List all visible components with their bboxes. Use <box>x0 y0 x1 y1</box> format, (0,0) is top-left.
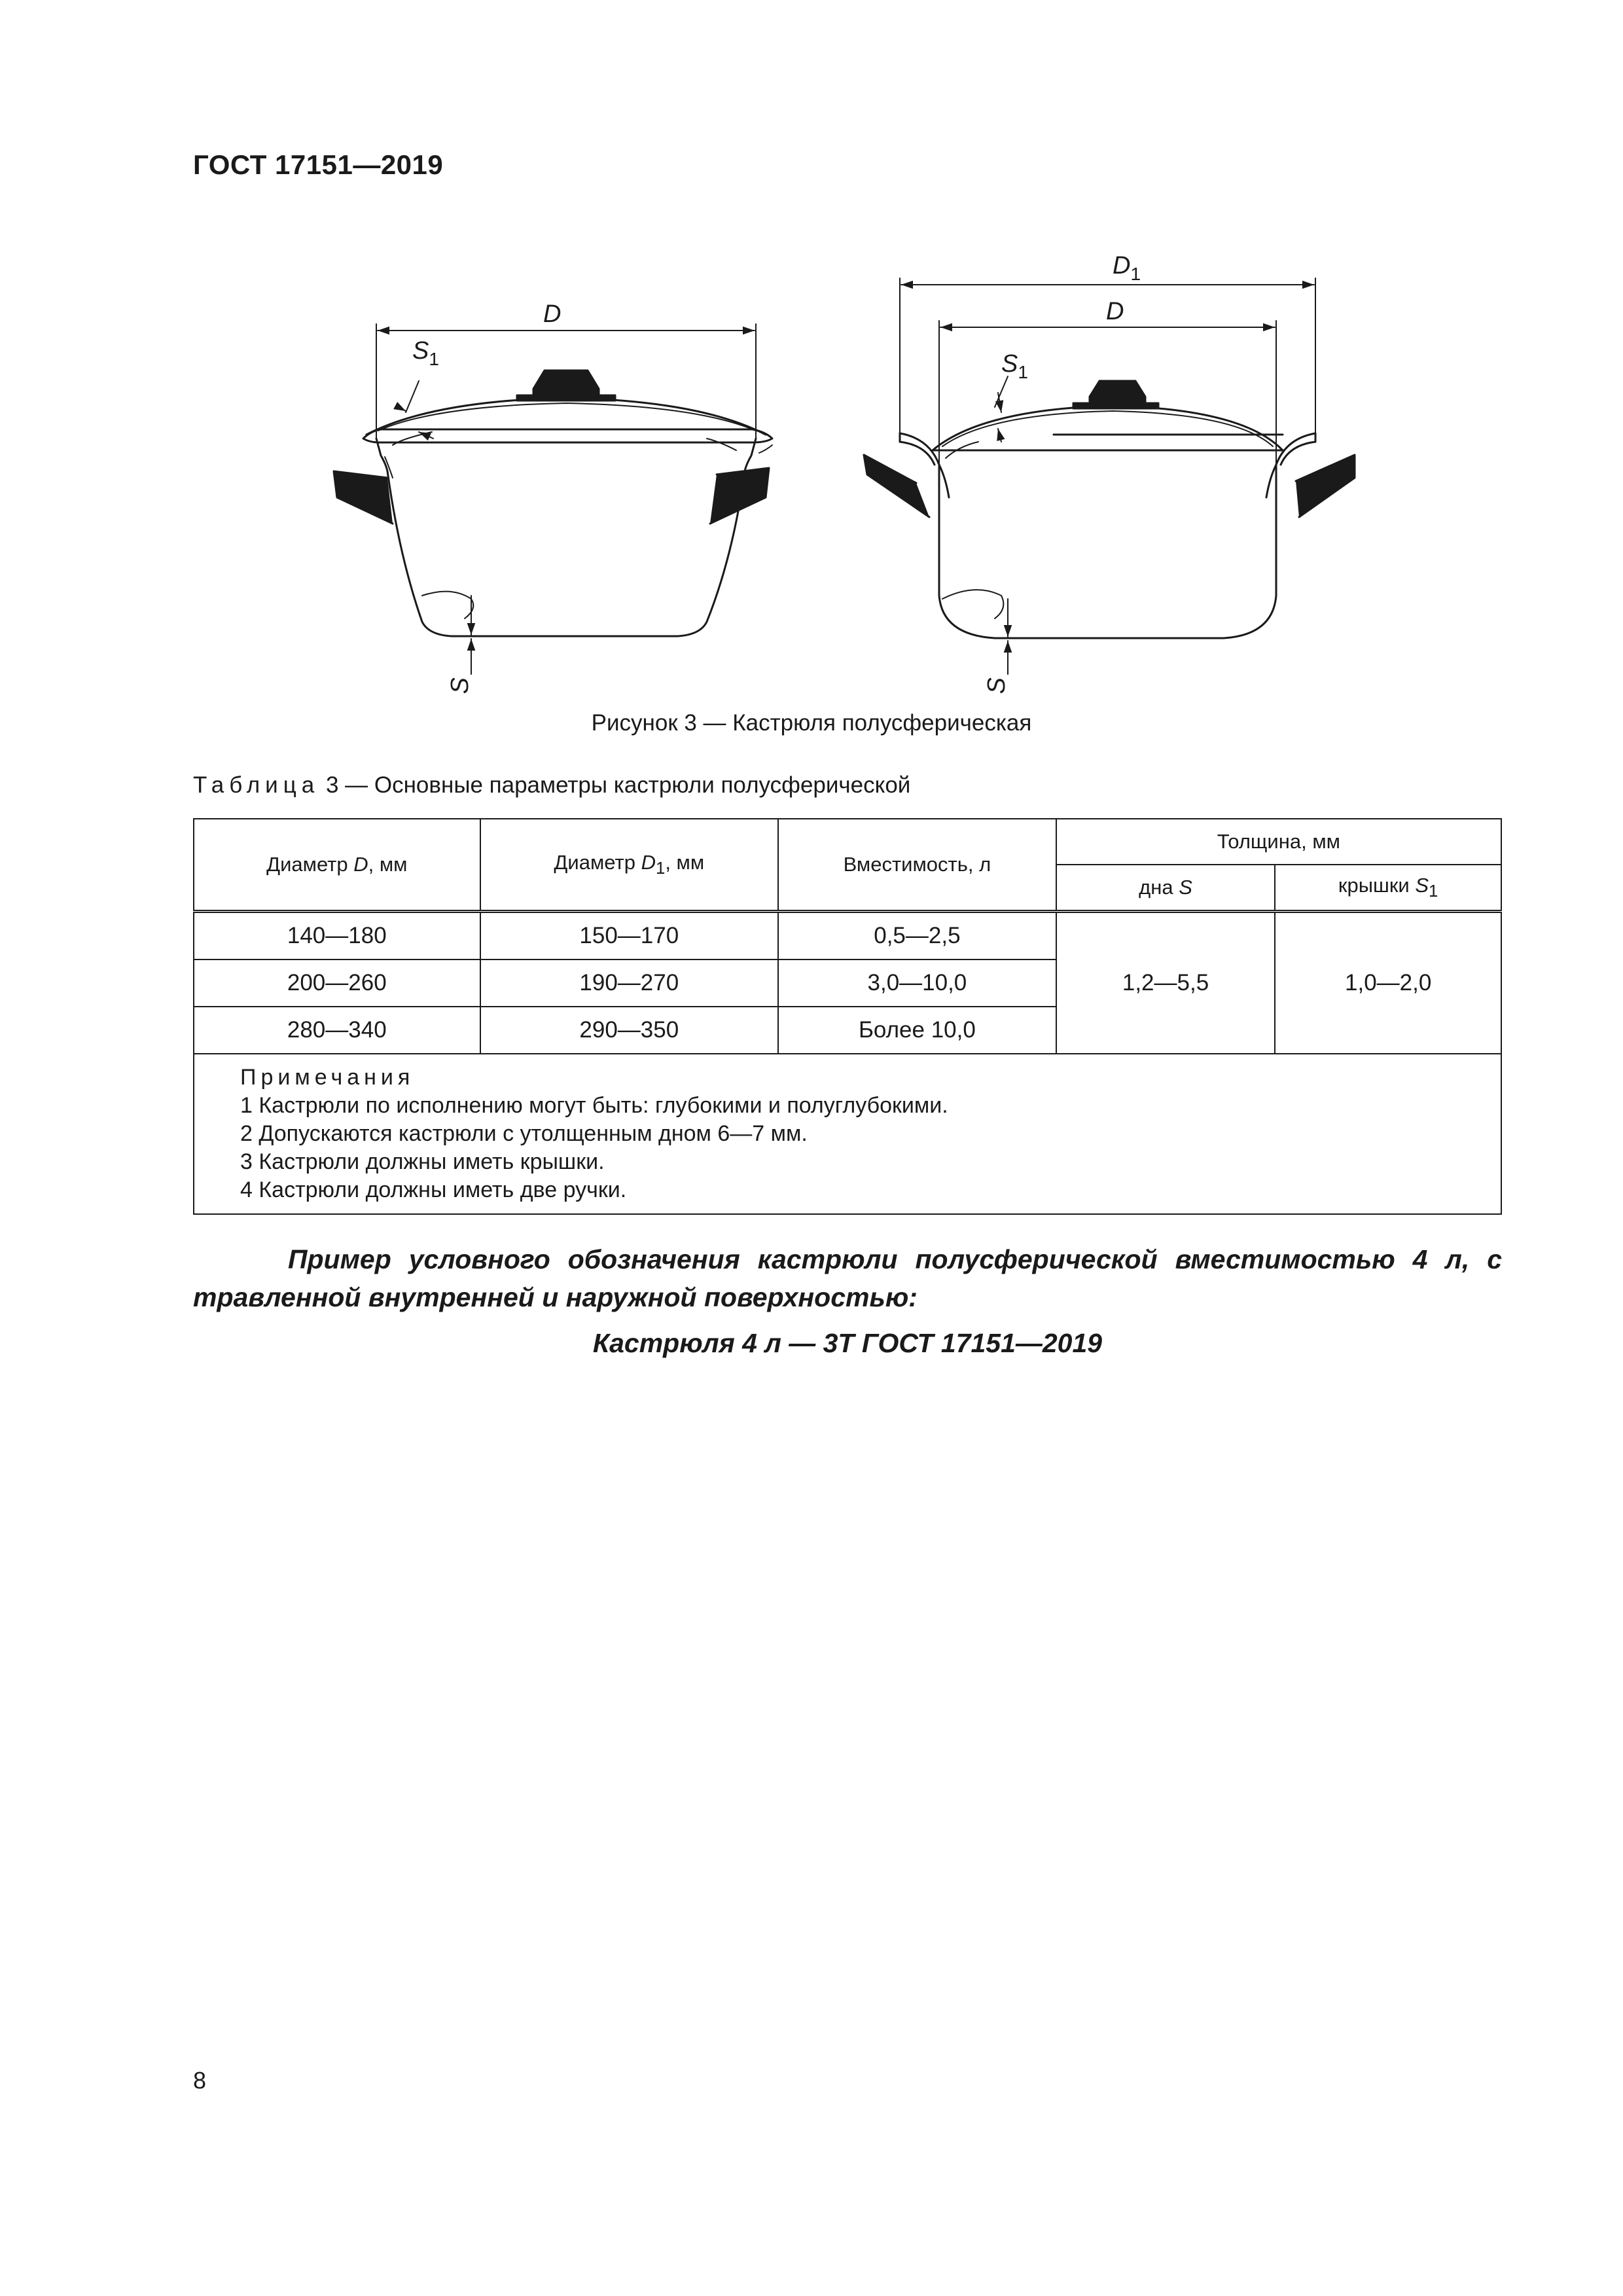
table-row <box>194 912 1501 960</box>
notes-title: Примечания <box>240 1065 415 1090</box>
cell-d1: 290—350 <box>480 1007 779 1054</box>
right-label-d: D <box>1106 298 1124 325</box>
col-header-capacity: Вместимость, л <box>778 819 1056 912</box>
right-pot-handle-right <box>1296 455 1355 517</box>
document-header: ГОСТ 17151—2019 <box>193 149 444 180</box>
table-title-prefix: Таблица <box>193 772 320 798</box>
page-number: 8 <box>193 2067 207 2094</box>
right-label-s1: $S_1$ <box>1001 350 1028 382</box>
cell-d: 140—180 <box>194 912 480 960</box>
parameters-table <box>193 818 1502 1215</box>
cell-capacity: Более 10,0 <box>778 1007 1056 1054</box>
cell-d: 200—260 <box>194 960 480 1007</box>
pot-drawings <box>314 242 1387 700</box>
cell-capacity: 0,5—2,5 <box>778 912 1056 960</box>
right-label-s: S <box>983 677 1010 694</box>
table-notes <box>194 1054 1501 1214</box>
left-pot-handle-left <box>334 471 393 524</box>
table-title-text: 3 — Основные параметры кастрюли полусферической <box>319 772 911 798</box>
col-header-diameter-d1: Диаметр $D_1$, мм <box>480 819 779 912</box>
left-pot-handle-right <box>710 468 769 524</box>
example-text: Пример условного обозначения кастрюли полусферической вместимостью 4 л, с травленной внутренней и наружной поверхностью: <box>193 1244 1502 1312</box>
left-pot <box>334 324 772 674</box>
right-pot <box>864 278 1355 674</box>
left-label-s1: $S_1$ <box>412 337 439 369</box>
col-header-diameter-d: Диаметр D, мм <box>194 819 480 912</box>
col-header-bottom: дна S <box>1056 865 1275 912</box>
cell-lid-thickness: 1,0—2,0 <box>1275 912 1501 1054</box>
cell-d: 280—340 <box>194 1007 480 1054</box>
designation-example <box>193 1240 1502 1362</box>
col-header-lid: крышки $S_1$ <box>1275 865 1501 912</box>
notes-row <box>194 1054 1501 1214</box>
col-header-thickness: Толщина, мм <box>1056 819 1501 865</box>
note-item: 3 Кастрюли должны иметь крышки. <box>240 1149 605 1174</box>
left-label-d: D <box>543 300 562 328</box>
note-item: 1 Кастрюли по исполнению могут быть: глубокими и полуглубокими. <box>240 1093 948 1118</box>
left-label-s: S <box>446 677 474 694</box>
example-designation: Кастрюля 4 л — 3Т ГОСТ 17151—2019 <box>592 1328 1103 1358</box>
note-item: 4 Кастрюли должны иметь две ручки. <box>240 1177 627 1202</box>
figure-pots <box>314 242 1387 700</box>
cell-capacity: 3,0—10,0 <box>778 960 1056 1007</box>
figure-caption: Рисунок 3 — Кастрюля полусферическая <box>591 710 1032 736</box>
right-pot-handle-left <box>864 455 929 517</box>
cell-d1: 150—170 <box>480 912 779 960</box>
cell-d1: 190—270 <box>480 960 779 1007</box>
table-title <box>193 772 910 798</box>
cell-bottom-thickness: 1,2—5,5 <box>1056 912 1275 1054</box>
right-label-d1: $D_1$ <box>1113 252 1141 284</box>
note-item: 2 Допускаются кастрюли с утолщенным дном 6—7 мм. <box>240 1121 808 1146</box>
